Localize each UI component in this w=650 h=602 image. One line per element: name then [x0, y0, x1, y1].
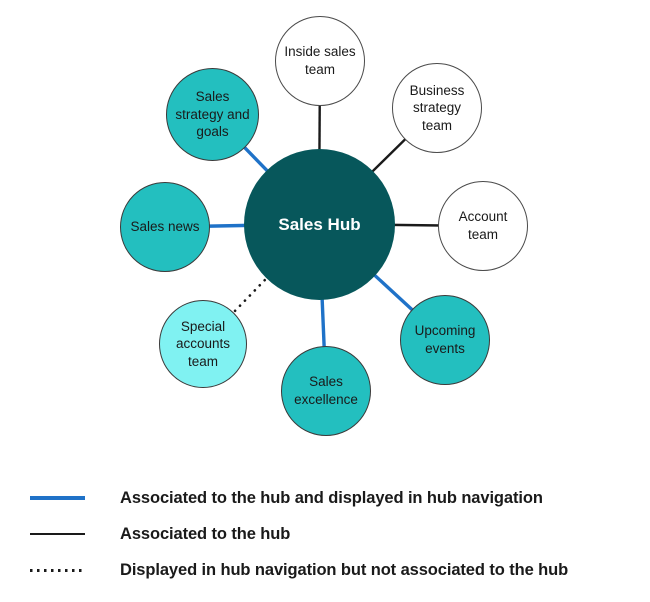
- legend-label: Associated to the hub: [120, 524, 291, 543]
- node-sales-strategy-goals: [166, 68, 259, 161]
- node-label: Upcoming events: [414, 323, 476, 356]
- node-inside-sales-team: [275, 16, 365, 106]
- legend-row-displayed-not-associated: [0, 552, 650, 588]
- legend-swatch-black-solid-line: [30, 533, 85, 536]
- node-account-team: [438, 181, 528, 271]
- legend: [0, 480, 650, 588]
- legend-swatch-dotted-line: [30, 569, 85, 572]
- legend-label: Displayed in hub navigation but not associated to the hub: [120, 560, 569, 579]
- blue-solid-line-icon: [30, 496, 85, 500]
- node-label: Inside sales team: [284, 44, 356, 77]
- black-solid-line-icon: [30, 533, 85, 536]
- legend-label: Associated to the hub and displayed in hub navigation: [120, 488, 543, 507]
- node-upcoming-events: [400, 295, 490, 385]
- node-sales-excellence: [281, 346, 371, 436]
- hub-sales-hub: [244, 149, 395, 300]
- node-label: Account team: [458, 209, 508, 242]
- node-label: Special accounts team: [175, 318, 231, 369]
- node-business-strategy-team: [392, 63, 482, 153]
- node-label: Sales excellence: [294, 374, 358, 407]
- legend-swatch-blue-solid-line: [30, 496, 85, 500]
- legend-row-associated-displayed: [0, 480, 650, 516]
- node-label: Sales news: [130, 219, 200, 235]
- node-label: Sales strategy and goals: [175, 89, 250, 140]
- legend-row-associated: [0, 516, 650, 552]
- node-sales-news: [120, 182, 210, 272]
- node-label: Business strategy team: [409, 82, 465, 133]
- hub-label: Sales Hub: [278, 214, 361, 234]
- node-special-accounts-team: [159, 300, 247, 388]
- dotted-line-icon: [30, 569, 85, 572]
